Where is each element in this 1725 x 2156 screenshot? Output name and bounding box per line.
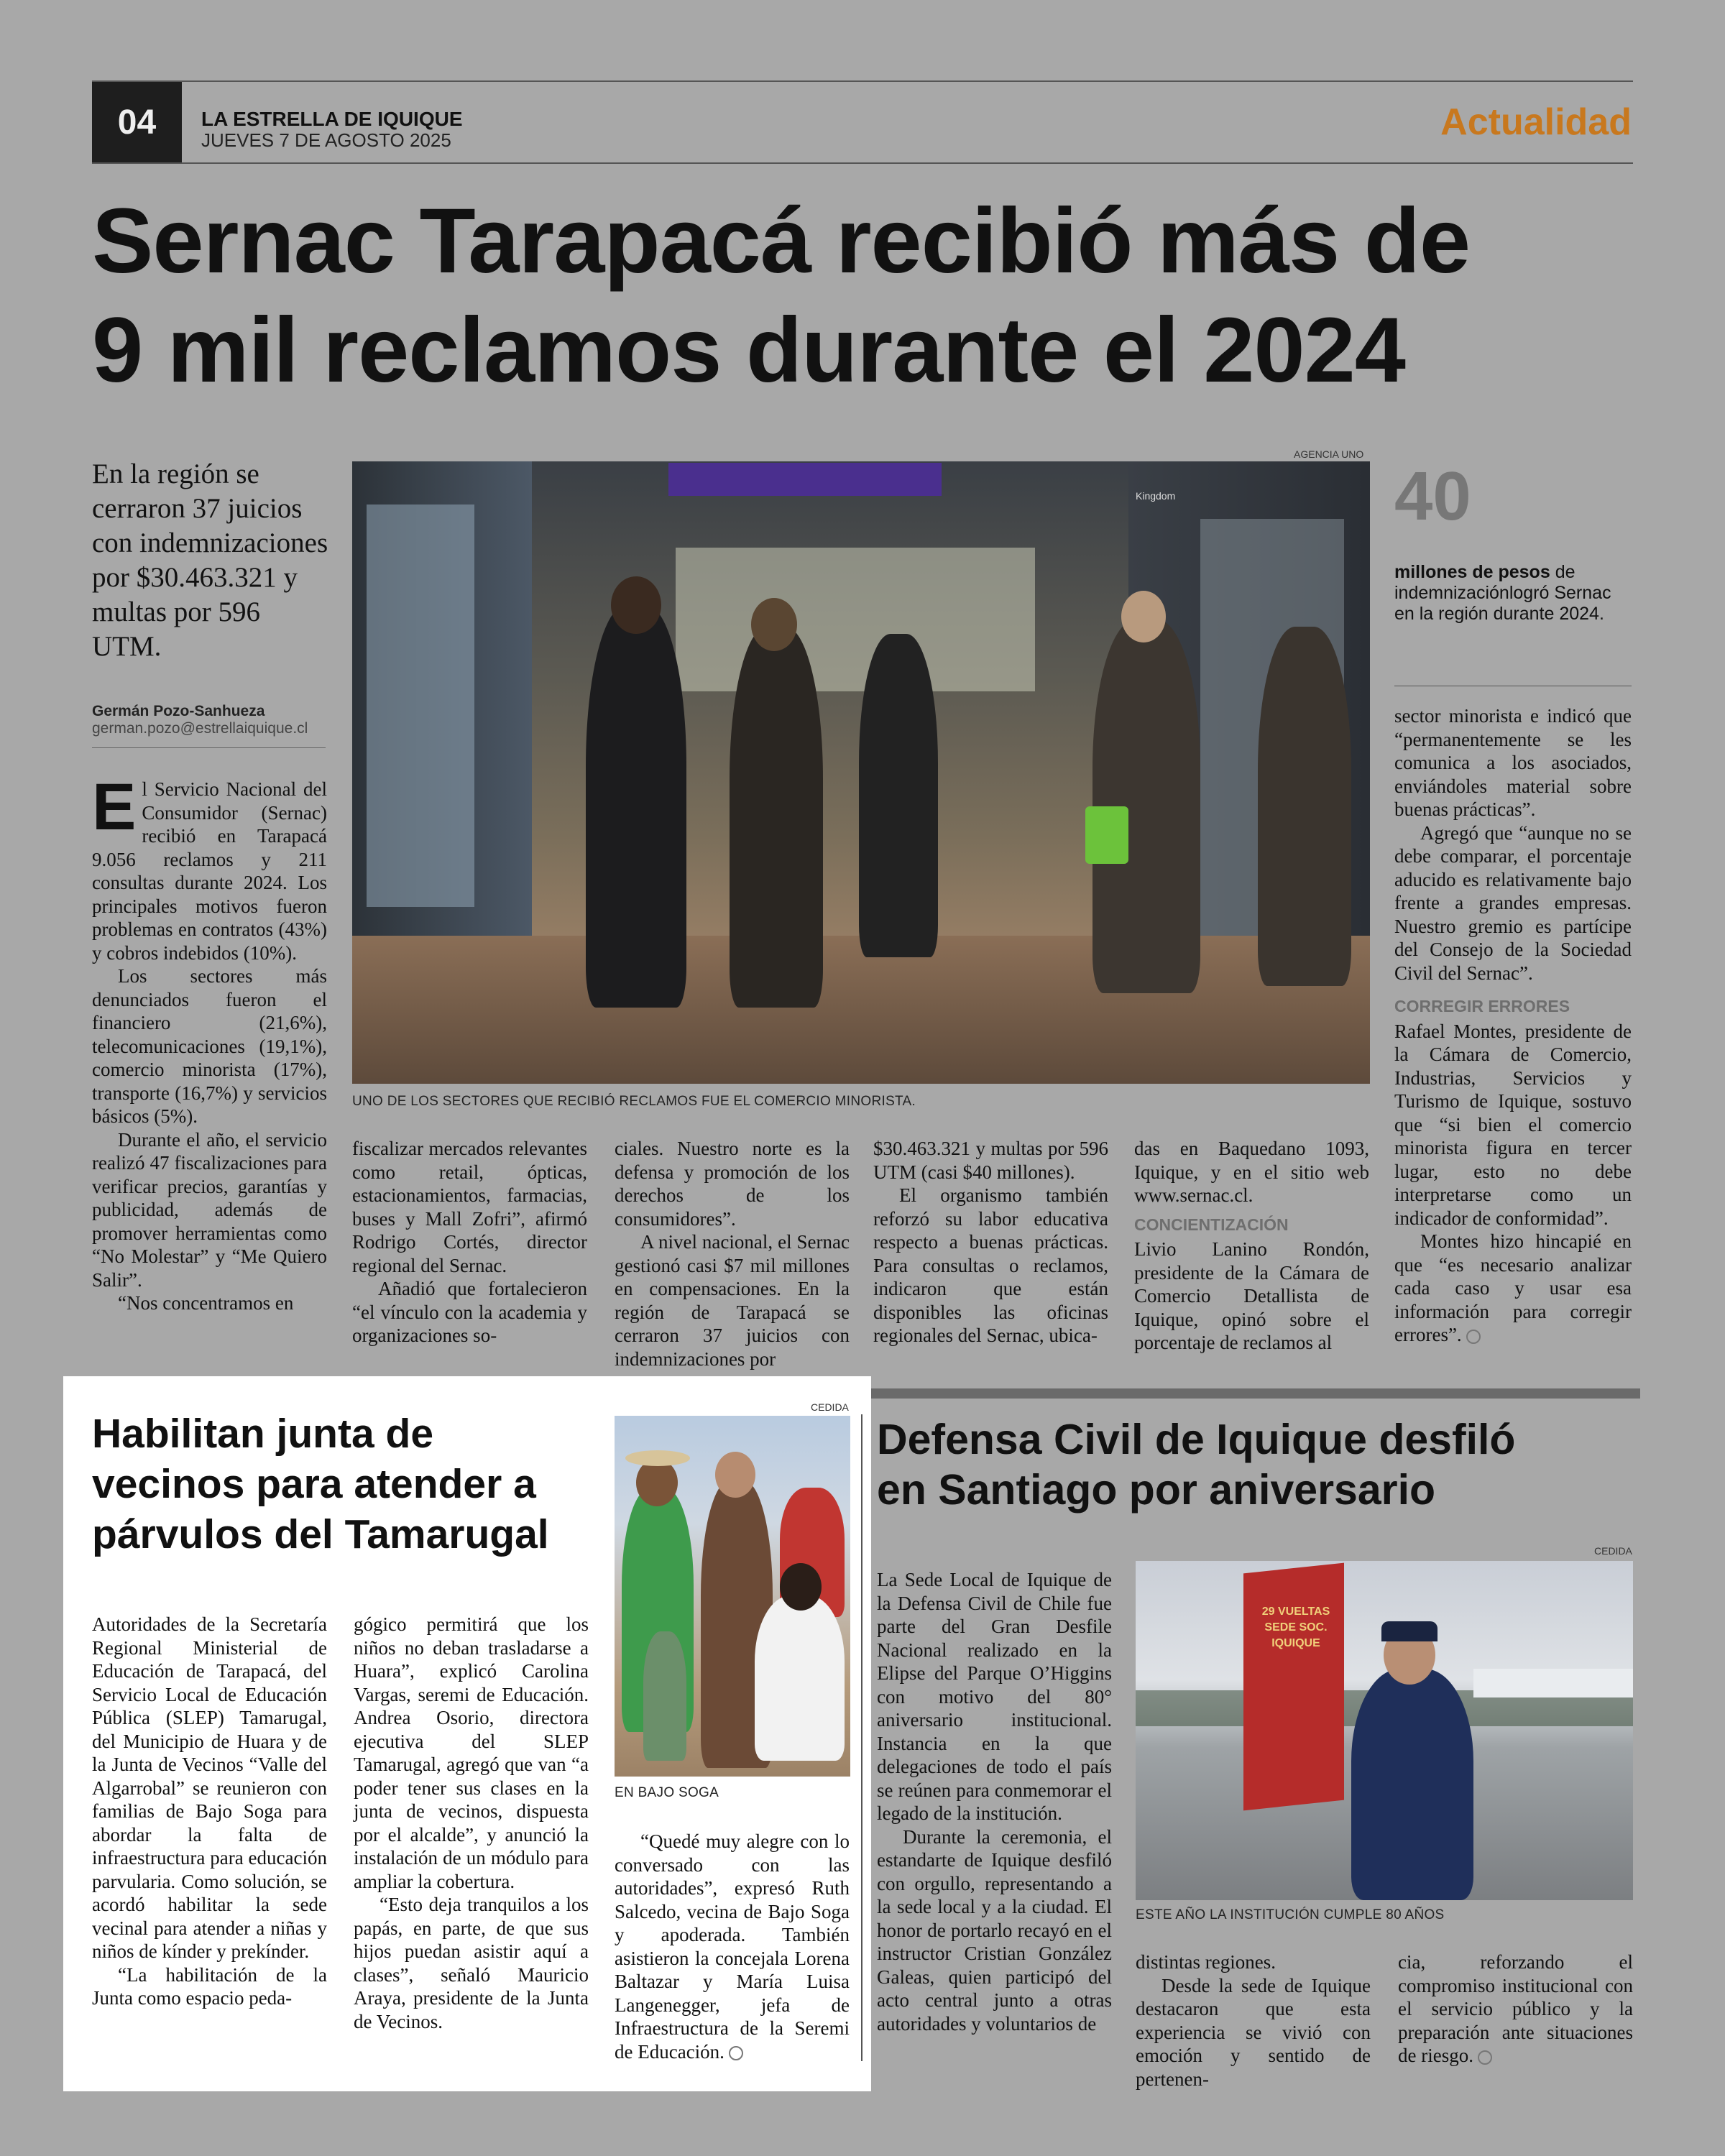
paragraph: cia, reforzando el compromiso institucional con el servicio público y la preparación ante situaciones de riesgo. [1398,1951,1633,2066]
dropcap: E [92,770,137,844]
paragraph: Rafael Montes, presidente de la Cámara de Comercio, Industrias, Servicios y Turismo de Iquique, sostuvo que “si bien el comercio minorista figura en tercer lugar, esto no debe interpretarse como un indicador de conformidad”. [1394,1020,1632,1229]
story2-headline: Habilitan junta de vecinos para atender a párvulos del Tamarugal [92,1411,549,1557]
paragraph: fiscalizar mercados relevantes como retail, ópticas, estacionamientos, farmacias, buses y Mall Zofri”, afirmó Rodrigo Cortés, director regional del Sernac. [352,1138,587,1276]
paragraph: Montes hizo hincapié en que “es necesario analizar cada caso y usar esa información para corregir errores”. [1394,1230,1632,1345]
shopper-figure [730,627,823,1008]
uniformed-instructor [1351,1669,1473,1900]
paragraph: “La habilitación de la Junta como espacio peda- [92,1963,327,2009]
paragraph: Durante el año, el servicio realizó 47 fiscalizaciones para verificar precios, garantías y publicidad, además de promover herramientas como “No Molestar” y “Me Quiero Salir”. [92,1128,327,1291]
story2-photo-group [615,1416,850,1777]
shopper-figure [859,634,938,957]
paragraph: Livio Lanino Rondón, presidente de la Cámara de Comercio Detallista de Iquique, opinó sobre el porcentaje de reclamos al [1134,1238,1369,1353]
child [643,1631,686,1761]
main-headline-line1: Sernac Tarapacá recibió más de [92,190,1471,292]
subheading-concientizacion: CONCIENTIZACIÓN [1134,1215,1289,1234]
paragraph: Añadió que fortalecieron “el vínculo con la academia y organizaciones so- [352,1278,587,1346]
main-headline-line2: 9 mil reclamos durante el 2024 [92,299,1405,402]
lead-text: En la región se cerraron 37 juicios con indemnizaciones por $30.463.321 y multas por 596 UTM. [92,459,328,662]
page-number: 04 [117,103,157,142]
stat-description [1394,562,1624,625]
story2-column-2 [354,1613,589,2033]
story-separator [870,1388,1640,1399]
stat-text: de indemnizaciónlogró Sernac en la región durante 2024. [1394,562,1611,624]
page-number-box [92,82,182,162]
story2-photo-credit: CEDIDA [811,1401,849,1413]
story3-headline: Defensa Civil de Iquique desfiló en Santiago por aniversario [877,1416,1516,1514]
story2-column-3 [615,1830,850,2063]
main-photo-mall-corridor [352,461,1370,1084]
flag-text: 29 VUELTAS SEDE SOC. IQUIQUE [1261,1606,1330,1649]
main-column-1 [92,770,327,1315]
paragraph: “Quedé muy alegre con lo conversado con las autoridades”, expresó Ruth Salcedo, vecina de Bajo Soga y apoderada. También asistieron la concejala Lorena Baltazar y María Luisa Langenegger, jefa de Infraestructura de la Seremi de Educación. [615,1830,850,2063]
green-shopping-bag [1085,806,1128,864]
paragraph: La Sede Local de Iquique de la Defensa Civil de Chile fue parte del Gran Desfile Nacional realizado en la Elipse del Parque O’Higgins con motivo del 80° aniversario institucional. Instancia en la que delegaciones de todo el país se reúnen para conmemorar el legado de la institución. [877,1569,1112,1824]
paragraph: gógico permitirá que los niños no deban trasladarse a Huara”, explicó Carolina Vargas, seremi de Educación. Andrea Osorio, directora ejecutiva del SLEP Tamarugal, agregó que van “a poder tener sus clases en la junta de vecinos, dispuesta por el alcalde”, y anunció la instalación de un módulo para ampliar la cobertura. [354,1613,589,1892]
story3-photo-caption: ESTE AÑO LA INSTITUCIÓN CUMPLE 80 AÑOS [1136,1907,1445,1922]
red-banner-flag [1243,1563,1344,1811]
story3-photo-parade [1136,1561,1633,1900]
main-column-4 [873,1137,1108,1348]
end-mark-icon [1478,2050,1492,2065]
paragraph: El organismo también reforzó su labor educativa respecto a buenas prácticas. Para consultas o reclamos, indicaron que están disponibles las oficinas regionales del Sernac, ubica- [873,1184,1108,1346]
byline-rule [92,747,326,748]
story2-column-1 [92,1613,327,2010]
story3-column-3 [1398,1950,1633,2068]
direction-sign [668,463,942,496]
paragraph: A nivel nacional, el Sernac gestionó casi $7 mil millones en compensaciones. En la región de Tarapacá se cerraron 37 juicios con indemnizaciones por [615,1231,850,1370]
story3-column-2 [1136,1950,1371,2091]
main-headline [92,187,1637,405]
story3-column-1 [877,1568,1112,2035]
main-photo-credit: AGENCIA UNO [1294,448,1364,460]
end-mark-icon [729,2046,743,2060]
paragraph: distintas regiones. [1136,1951,1276,1973]
paragraph: El Servicio Nacional del Consumidor (Sernac) recibió en Tarapacá 9.056 reclamos y 211 consultas durante 2024. Los principales motivos fueron problemas en contratos (43%) y cobros indebidos (10%). [92,770,327,964]
paragraph: das en Baquedano 1093, Iquique, y en el sitio web www.sernac.cl. [1134,1138,1369,1206]
publication-name: LA ESTRELLA DE IQUIQUE [201,108,463,130]
straw-hat [625,1450,690,1466]
store-sign: Kingdom [1136,490,1176,502]
header-bottom-rule [92,162,1633,164]
paragraph: Autoridades de la Secretaría Regional Ministerial de Educación de Tarapacá, del Servicio Local de Educación Pública (SLEP) Tamarugal, del Municipio de Huara y de la Junta de Vecinos “Valle del Algarrobal” se reunieron con familias de Bajo Soga para abordar la falta de infraestructura para educación parvularia. Como solución, se acordó habilitar la sede vecinal para atender a niñas y niños de kínder y prekínder. [92,1613,327,1962]
paragraph: ciales. Nuestro norte es la defensa y promoción de los derechos de los consumidores”. [615,1138,850,1230]
main-column-6 [1394,704,1632,1347]
section-label: Actualidad [1440,101,1632,143]
paragraph: Desde la sede de Iquique destacaron que esta experiencia se vivió con emoción y sentido de pertenen- [1136,1974,1371,2090]
story2-photo-caption: EN BAJO SOGA [615,1785,719,1800]
main-column-5 [1134,1137,1369,1355]
publication-date: JUEVES 7 DE AGOSTO 2025 [201,129,451,151]
byline-email: german.pozo@estrellaiquique.cl [92,720,308,737]
main-column-2 [352,1137,587,1348]
main-column-3 [615,1137,850,1370]
stat-number: 40 [1394,458,1471,535]
paragraph: Agregó que “aunque no se debe comparar, el porcentaje aducido es relativamente bajo frente a grandes empresas. Nuestro gremio es partícipe del Consejo de la Sociedad Civil del Sernac”. [1394,821,1632,984]
stat-bold-text: millones de pesos [1394,562,1550,582]
paragraph: $30.463.321 y multas por 596 UTM (casi $40 millones). [873,1138,1108,1183]
paragraph: Durante la ceremonia, el estandarte de Iquique desfiló con orgullo, representando a la sede local y a la ciudad. El honor de portarlo recayó en el instructor Cristian González Galeas, quien participó del acto central junto a otras autoridades y voluntarios de [877,1825,1112,2035]
paragraph: “Esto deja tranquilos a los papás, en parte, de que sus hijos puedan asistir aquí a clases”, señaló Mauricio Araya, presidente de la Junta de Vecinos. [354,1894,589,2032]
woman-white-top [755,1595,845,1761]
story3-photo-credit: CEDIDA [1594,1545,1632,1557]
shopper-figure [1258,627,1351,986]
subheading-corregir-errores: CORREGIR ERRORES [1394,997,1570,1015]
shopper-figure [586,605,686,1008]
top-rule [92,80,1633,82]
paragraph: “Nos concentramos en [118,1292,294,1314]
column-divider [861,1414,862,2061]
main-photo-caption: UNO DE LOS SECTORES QUE RECIBIÓ RECLAMOS FUE EL COMERCIO MINORISTA. [352,1094,916,1109]
end-mark-icon [1466,1330,1481,1344]
paragraph: Los sectores más denunciados fueron el financiero (21,6%), telecomunicaciones (19,1%), comercio minorista (17%), transporte (16,7%) y servicios básicos (5%). [92,965,327,1127]
byline-author: Germán Pozo-Sanhueza [92,703,265,719]
cap [1381,1621,1438,1641]
paragraph: sector minorista e indicó que “permanentemente se les comunica a los asociados, enviándoles material sobre buenas prácticas”. [1394,705,1632,820]
